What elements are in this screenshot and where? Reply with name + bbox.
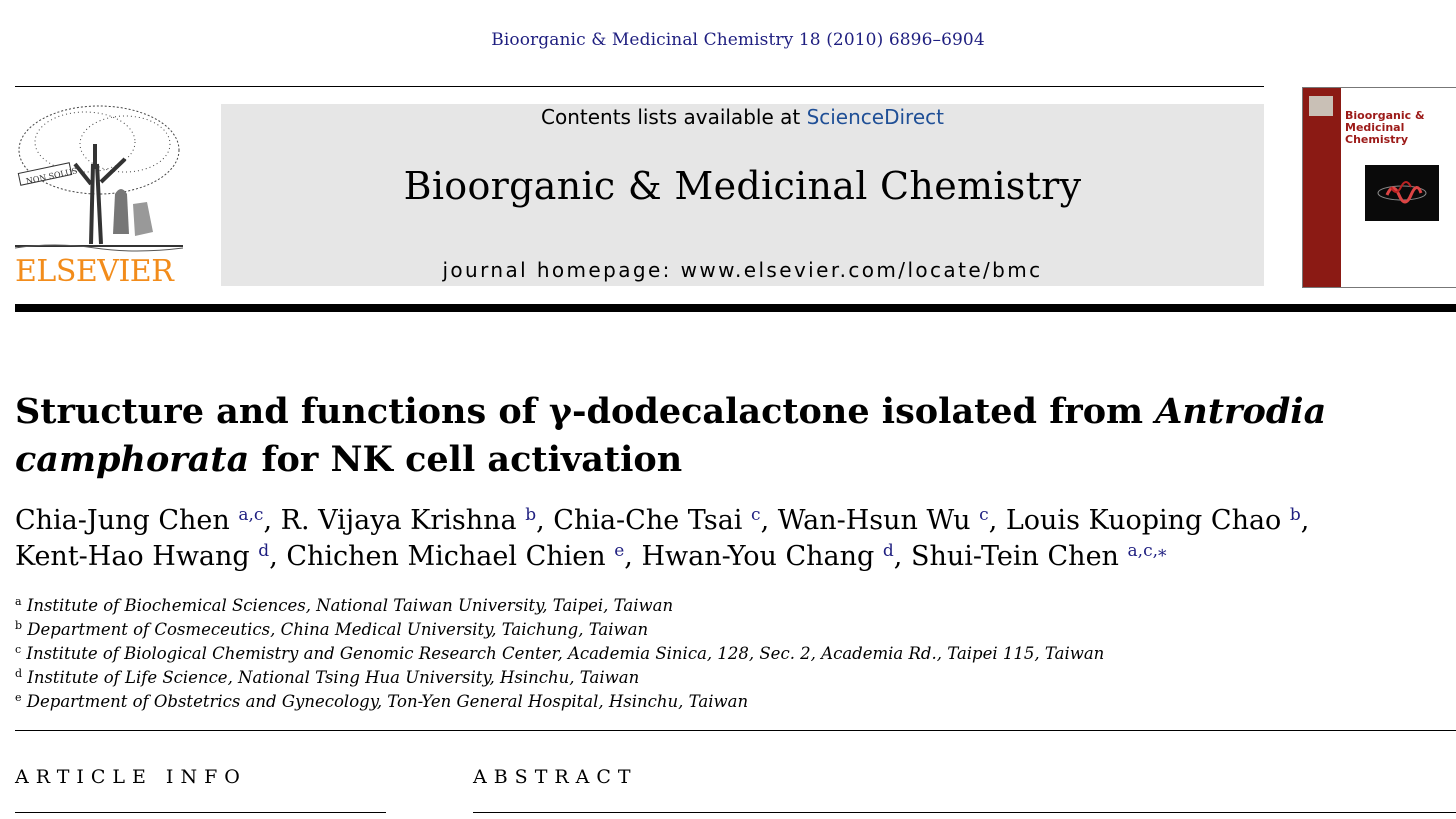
affiliation-item — [15, 594, 1445, 618]
tree-motto: NON SOLUS — [25, 166, 79, 186]
sciencedirect-link[interactable]: ScienceDirect — [806, 105, 944, 129]
title-part-2: for NK cell activation — [249, 439, 683, 480]
protein-structure-icon — [1365, 165, 1439, 221]
cover-molecule-image — [1365, 165, 1439, 221]
affiliation-text: Institute of Biological Chemistry and Genomic Research Center, Academia Sinica, 128, Sec. 2, Academia Rd., Taipei 115, Taiwan — [26, 644, 1105, 663]
article-info-heading: ARTICLE INFO — [15, 766, 247, 788]
author-affil-link[interactable]: e — [614, 541, 625, 561]
author-affil-link[interactable]: b — [525, 505, 537, 525]
author-affil-link[interactable]: d — [882, 541, 894, 561]
title-species: Antrodia camphorata — [15, 391, 1327, 480]
contents-prefix: Contents lists available at — [541, 105, 807, 129]
cover-spine — [1303, 88, 1341, 287]
title-part-1: Structure and functions of γ-dodecalactone isolated from — [15, 391, 1156, 432]
affiliation-list — [15, 594, 1445, 714]
masthead-divider — [15, 304, 1456, 312]
author-name[interactable]: Chia-Che Tsai — [553, 505, 743, 536]
journal-cover-thumbnail[interactable] — [1302, 87, 1456, 288]
author-list — [15, 503, 1445, 575]
affiliation-key: a — [15, 595, 22, 608]
author-separator: , — [760, 505, 778, 536]
article-info-divider — [15, 812, 386, 813]
author-name[interactable]: Louis Kuoping Chao — [1005, 505, 1282, 536]
author-separator: , — [269, 541, 287, 572]
affiliation-text: Institute of Biochemical Sciences, National Taiwan University, Taipei, Taiwan — [26, 596, 674, 615]
author-separator: , — [536, 505, 554, 536]
cover-elsevier-icon — [1309, 96, 1333, 116]
header-divider — [15, 86, 1264, 87]
affiliation-key: d — [15, 667, 23, 680]
author-name[interactable]: Chichen Michael Chien — [286, 541, 606, 572]
author-name[interactable]: Chia-Jung Chen — [15, 505, 230, 536]
journal-homepage-link[interactable]: journal homepage: www.elsevier.com/locate/bmc — [442, 258, 1043, 282]
author-affil-link[interactable]: c — [979, 505, 989, 525]
elsevier-wordmark: ELSEVIER — [15, 254, 174, 289]
affiliation-divider — [15, 730, 1456, 731]
author-affil-link[interactable]: a,c,⁎ — [1127, 541, 1167, 561]
author-separator: , — [893, 541, 911, 572]
journal-title: Bioorganic & Medicinal Chemistry — [403, 164, 1082, 208]
author-separator: , — [1300, 505, 1310, 536]
journal-citation-link[interactable]: Bioorganic & Medicinal Chemistry 18 (2010) 6896–6904 — [491, 30, 985, 50]
author-name[interactable]: Hwan-You Chang — [641, 541, 875, 572]
author-separator: , — [624, 541, 642, 572]
author-affil-link[interactable]: c — [751, 505, 761, 525]
affiliation-text: Institute of Life Science, National Tsing Hua University, Hsinchu, Taiwan — [27, 668, 640, 687]
affiliation-key: b — [15, 619, 23, 632]
abstract-divider — [473, 812, 1456, 813]
journal-masthead — [221, 104, 1264, 286]
author-name[interactable]: Shui-Tein Chen — [910, 541, 1119, 572]
affiliation-item — [15, 618, 1445, 642]
article-title — [15, 388, 1445, 484]
affiliation-key: e — [15, 691, 22, 704]
affiliation-key: c — [15, 643, 22, 656]
author-name[interactable]: R. Vijaya Krishna — [280, 505, 517, 536]
author-affil-link[interactable]: d — [258, 541, 270, 561]
contents-line — [221, 104, 1264, 130]
cover-title: Bioorganic & Medicinal Chemistry — [1345, 109, 1425, 146]
abstract-heading: ABSTRACT — [473, 766, 638, 788]
author-affil-link[interactable]: b — [1289, 505, 1301, 525]
affiliation-item — [15, 690, 1445, 714]
affiliation-item — [15, 666, 1445, 690]
author-name[interactable]: Kent-Hao Hwang — [15, 541, 250, 572]
affiliation-text: Department of Cosmeceutics, China Medical University, Taichung, Taiwan — [27, 620, 649, 639]
author-separator: , — [988, 505, 1006, 536]
author-affil-link[interactable]: a,c — [238, 505, 264, 525]
author-separator: , — [263, 505, 281, 536]
affiliation-item — [15, 642, 1445, 666]
elsevier-logo[interactable] — [15, 104, 183, 290]
affiliation-text: Department of Obstetrics and Gynecology, Ton-Yen General Hospital, Hsinchu, Taiwan — [26, 692, 749, 711]
author-name[interactable]: Wan-Hsun Wu — [777, 505, 971, 536]
elsevier-tree-icon — [15, 104, 183, 252]
